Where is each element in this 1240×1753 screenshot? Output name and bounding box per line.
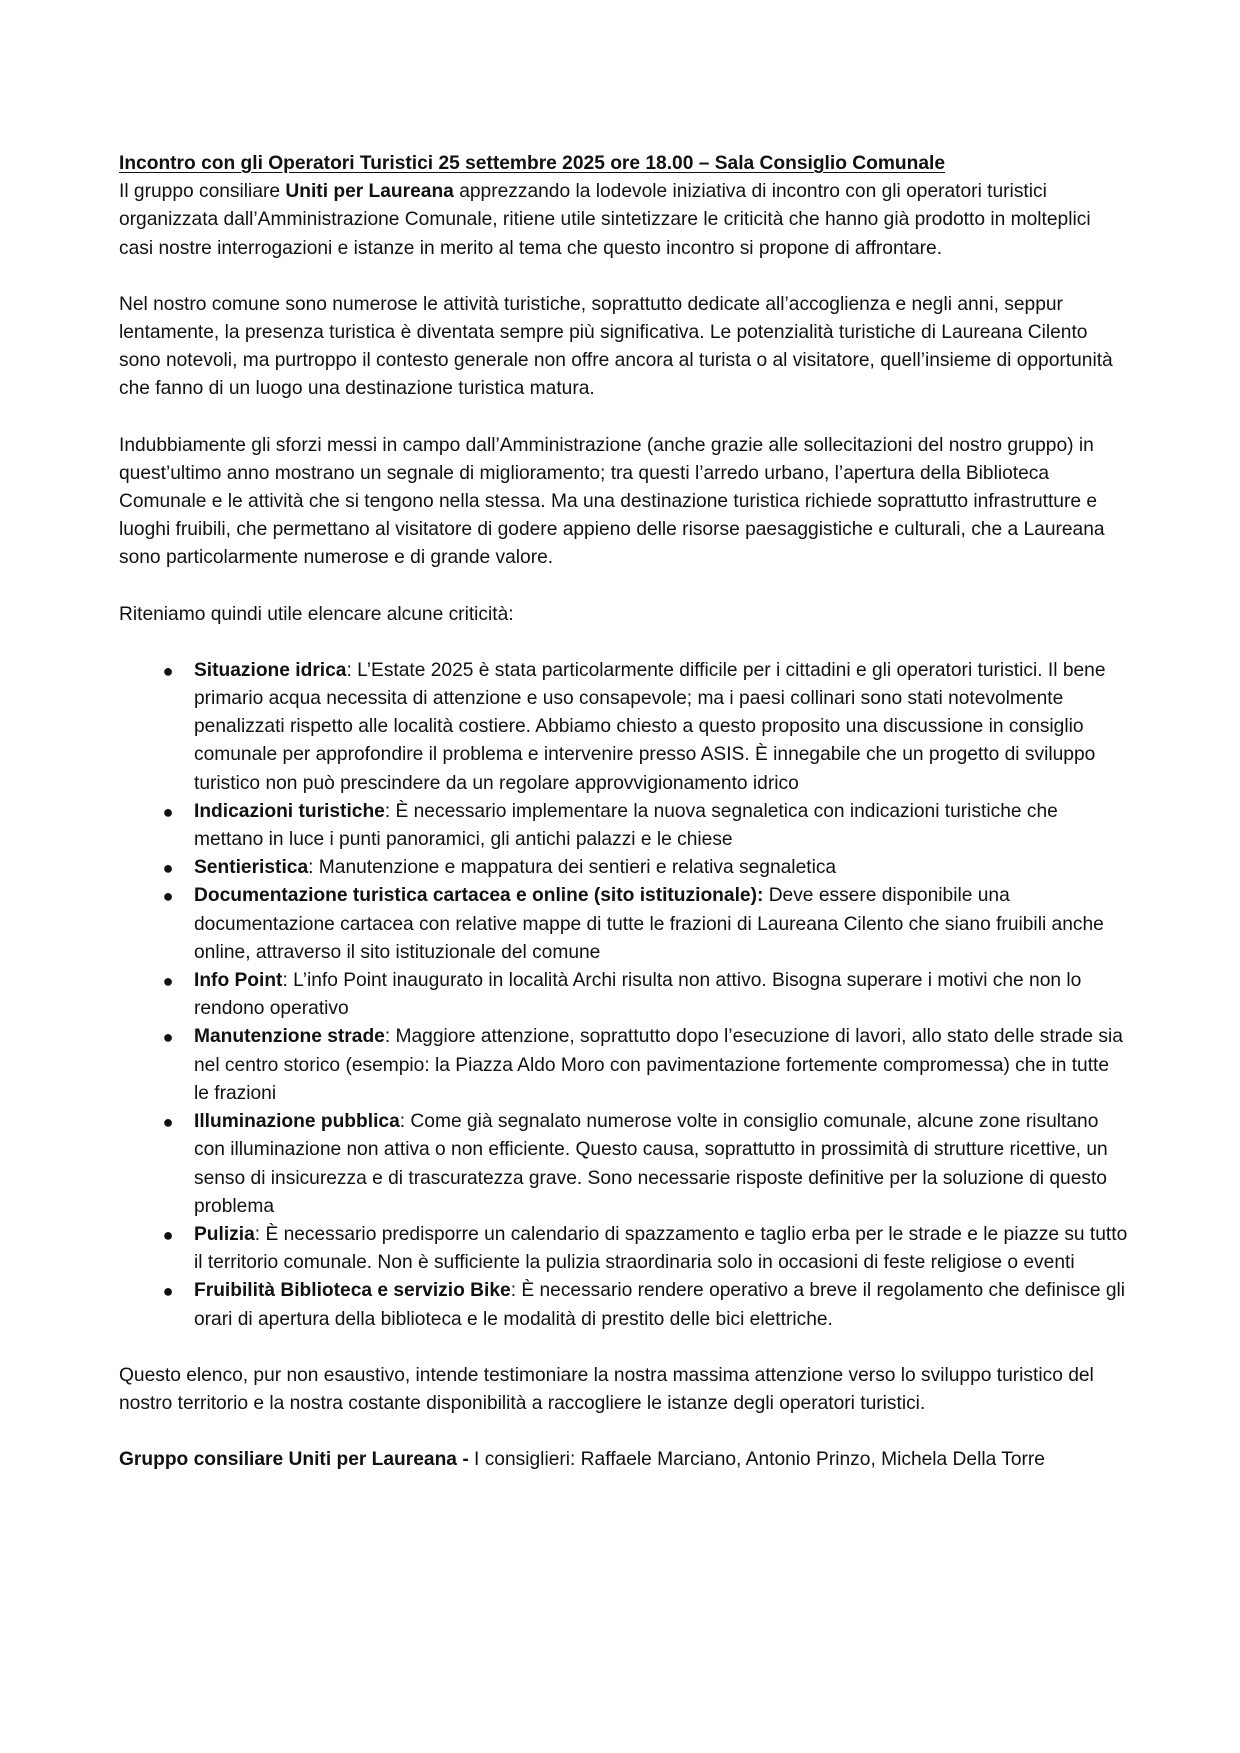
list-item (119, 1108, 1129, 1221)
list-item (119, 882, 1129, 967)
signature-names: I consiglieri: Raffaele Marciano, Antonio Prinzo, Michela Della Torre (468, 1449, 1045, 1471)
list-item (119, 657, 1129, 798)
issue-title: Documentazione turistica cartacea e online (sito istituzionale): (194, 885, 764, 907)
signature-group: Gruppo consiliare Uniti per Laureana - (119, 1449, 469, 1471)
group-name: Uniti per Laureana (285, 181, 454, 203)
intro-text-start: Il gruppo consiliare (119, 181, 286, 203)
issue-text: : Come già segnalato numerose volte in consiglio comunale, alcune zone risultano con illuminazione non attiva o non efficiente. Questo causa, soprattutto in prossimità di strutture ricettive, un senso di insicurezza e di trascuratezza grave. Sono necessarie risposte definitive per la soluzione di questo problema (194, 1111, 1108, 1217)
issue-title: Illuminazione pubblica (194, 1111, 400, 1133)
document-page (119, 150, 1129, 1474)
bullet-icon: ● (162, 1027, 174, 1048)
document-title: Incontro con gli Operatori Turistici 25 settembre 2025 ore 18.00 – Sala Consiglio Comunale (119, 153, 946, 174)
bullet-icon: ● (162, 1112, 174, 1133)
list-intro: Riteniamo quindi utile elencare alcune criticità: (119, 603, 514, 625)
list-item (119, 798, 1129, 854)
signature (119, 1446, 1129, 1474)
issue-text: : L’info Point inaugurato in località Archi risulta non attivo. Bisogna superare i motivi che non lo rendono operativo (194, 970, 1082, 1020)
issue-title: Sentieristica (194, 857, 309, 879)
bullet-icon: ● (162, 886, 174, 907)
intro-text-end: apprezzando la lodevole iniziativa di incontro con gli operatori turistici organizzata dall’Amministrazione Comunale, ritiene utile sintetizzare le criticità che hanno già prodotto in molteplici casi nostre interrogazioni e istanze in merito al tema che questo incontro si propone di affrontare. (119, 181, 1091, 259)
bullet-icon: ● (162, 660, 174, 681)
issues-list (119, 657, 1129, 1334)
list-item (119, 1221, 1129, 1277)
issue-title: Manutenzione strade (194, 1026, 385, 1048)
improvements-paragraph: Indubbiamente gli sforzi messi in campo dall’Amministrazione (anche grazie alle sollecitazioni del nostro gruppo) in quest’ultimo anno mostrano un segnale di miglioramento; tra questi l’arredo urbano, l’apertura della Biblioteca Comunale e le attività che si tengono nella stessa. Ma una destinazione turistica richiede soprattutto infrastrutture e luoghi fruibili, che permettano al visitatore di godere appieno delle risorse paesaggistiche e culturali, che a Laureana sono particolarmente numerose e di grande valore. (119, 434, 1105, 569)
intro-paragraph (119, 178, 1129, 263)
issue-text: : È necessario implementare la nuova segnaletica con indicazioni turistiche che mettano in luce i punti panoramici, gli antichi palazzi e le chiese (194, 800, 1058, 851)
issue-title: Indicazioni turistiche (194, 800, 385, 822)
issue-text: : Manutenzione e mappatura dei sentieri e relativa segnaletica (308, 857, 837, 879)
issue-text: : L’Estate 2025 è stata particolarmente difficile per i cittadini e gli operatori turistici. Il bene primario acqua necessita di attenzione e uso consapevole; ma i paesi collinari sono stati notevolmente penalizzati rispetto alle località costiere. Abbiamo chiesto a questo proposito una discussione in consiglio comunale per approfondire il problema e intervenire presso ASIS. È innegabile che un progetto di sviluppo turistico non può prescindere da un regolare approvvigionamento idrico (194, 659, 1106, 794)
issue-title: Situazione idrica (194, 659, 347, 681)
issue-text: : Maggiore attenzione, soprattutto dopo l’esecuzione di lavori, allo stato delle strade sia nel centro storico (esempio: la Piazza Aldo Moro con pavimentazione fortemente compromessa) che in tutte le frazioni (194, 1026, 1123, 1104)
bullet-icon: ● (162, 1281, 174, 1302)
bullet-icon: ● (162, 1224, 174, 1245)
issue-title: Info Point (194, 970, 283, 992)
closing-paragraph: Questo elenco, pur non esaustivo, intende testimoniare la nostra massima attenzione verso lo sviluppo turistico del nostro territorio e la nostra costante disponibilità a raccogliere le istanze degli operatori turistici. (119, 1364, 1094, 1414)
list-item (119, 1277, 1129, 1333)
list-item (119, 854, 1129, 882)
issue-text: Deve essere disponibile una documentazione cartacea con relative mappe di tutte le frazioni di Laureana Cilento che siano fruibili anche online, attraverso il sito istituzionale del comune (194, 885, 1104, 963)
issue-text: : È necessario predisporre un calendario di spazzamento e taglio erba per le strade e le piazze su tutto il territorio comunale. Non è sufficiente la pulizia straordinaria solo in occasioni di feste religiose o eventi (194, 1223, 1128, 1274)
issue-title: Fruibilità Biblioteca e servizio Bike (194, 1280, 511, 1302)
context-paragraph: Nel nostro comune sono numerose le attività turistiche, soprattutto dedicate all’accoglienza e negli anni, seppur lentamente, la presenza turistica è diventata sempre più significativa. Le potenzialità turistiche di Laureana Cilento sono notevoli, ma purtroppo il contesto generale non offre ancora al turista o al visitatore, quell’insieme di opportunità che fanno di un luogo una destinazione turistica matura. (119, 293, 1113, 400)
list-item (119, 967, 1129, 1023)
bullet-icon: ● (162, 971, 174, 992)
issue-title: Pulizia (194, 1223, 255, 1245)
bullet-icon: ● (162, 801, 174, 822)
bullet-icon: ● (162, 858, 174, 879)
list-item (119, 1023, 1129, 1108)
issue-text: : È necessario rendere operativo a breve il regolamento che definisce gli orari di apertura della biblioteca e le modalità di prestito delle bici elettriche. (194, 1280, 1126, 1330)
